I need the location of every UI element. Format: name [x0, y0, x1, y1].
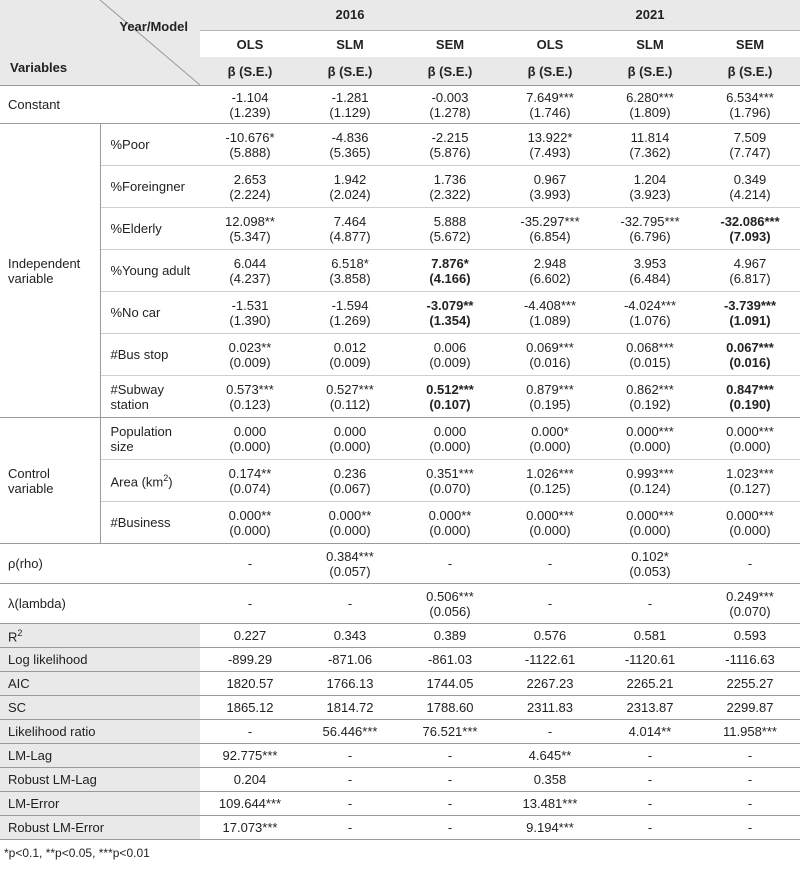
- coef-cell: 6.280*** (1.809): [600, 86, 700, 124]
- table-row: [0, 744, 800, 768]
- coef-cell: 13.922* (7.493): [527, 129, 573, 160]
- coef-cell: 0.506*** (0.056): [400, 584, 500, 624]
- coef-cell: -1.281 (1.129): [300, 86, 400, 124]
- coef-header: β (S.E.): [600, 57, 700, 85]
- row-label: Log likelihood: [0, 648, 200, 672]
- stat-cell: 109.644***: [200, 792, 300, 816]
- table-row: [0, 816, 800, 840]
- stat-cell: -871.06: [300, 648, 400, 672]
- coef-cell: 12.098** (5.347): [200, 208, 300, 250]
- table-row: [0, 792, 800, 816]
- coef-cell: 0.000*** (0.000): [700, 502, 800, 544]
- table-row: [0, 672, 800, 696]
- year-model-label: Year/Model: [119, 19, 188, 34]
- coef-cell: 11.814 (7.362): [629, 129, 671, 160]
- row-label: %Elderly: [100, 208, 200, 250]
- model-header: SEM: [700, 30, 800, 57]
- table-row: [0, 208, 800, 250]
- coef-cell: -32.795*** (6.796): [600, 208, 700, 250]
- coef-cell: 0.000* (0.000): [529, 423, 571, 454]
- coef-cell-bold: 0.512*** (0.107): [400, 376, 500, 418]
- coef-cell: -: [400, 544, 500, 584]
- stat-cell: 0.358: [500, 768, 600, 792]
- stat-cell: 2265.21: [600, 672, 700, 696]
- stat-cell: -861.03: [400, 648, 500, 672]
- coef-cell: 0.000 (0.000): [429, 423, 471, 454]
- header-corner-cell: [0, 0, 200, 86]
- coef-cell: 0.069*** (0.016): [500, 334, 600, 376]
- coef-cell: 4.967 (6.817): [700, 250, 800, 292]
- coef-cell: -1.594 (1.269): [300, 292, 400, 334]
- coef-cell-bold: -3.079** (1.354): [400, 292, 500, 334]
- stat-cell: 0.581: [600, 624, 700, 648]
- coef-cell: 0.573*** (0.123): [200, 376, 300, 418]
- variables-label: Variables: [10, 60, 68, 75]
- coef-cell: 0.384*** (0.057): [300, 544, 400, 584]
- coef-cell: 5.888 (5.672): [400, 208, 500, 250]
- coef-cell: -4.408*** (1.089): [500, 292, 600, 334]
- table-row: [0, 166, 800, 208]
- stat-cell: -: [300, 768, 400, 792]
- stat-cell: -: [600, 768, 700, 792]
- stat-cell: 1820.57: [200, 672, 300, 696]
- row-label: Population size: [100, 418, 200, 460]
- row-label: LM-Lag: [0, 744, 200, 768]
- model-header: SEM: [400, 30, 500, 57]
- coef-cell: 0.000 (0.000): [229, 423, 271, 454]
- coef-cell: 0.174** (0.074): [200, 460, 300, 502]
- table-row: [0, 544, 800, 584]
- coef-cell: 0.006 (0.009): [400, 334, 500, 376]
- row-label: #Bus stop: [100, 334, 200, 376]
- coef-cell: 1.736 (2.322): [400, 166, 500, 208]
- coef-cell: 0.879*** (0.195): [500, 376, 600, 418]
- stat-cell: 1865.12: [200, 696, 300, 720]
- coef-cell: 0.012 (0.009): [300, 334, 400, 376]
- stat-cell: -: [400, 816, 500, 840]
- stat-cell: 0.227: [200, 624, 300, 648]
- coef-cell-bold: 7.876* (4.166): [400, 250, 500, 292]
- table-row: [0, 418, 800, 460]
- coef-cell: -2.215 (5.876): [429, 129, 471, 160]
- stat-cell: 0.576: [500, 624, 600, 648]
- coef-cell: 0.967 (3.993): [500, 166, 600, 208]
- coef-cell: 0.102* (0.053): [600, 544, 700, 584]
- coef-cell: -4.024*** (1.076): [600, 292, 700, 334]
- stat-cell: 4.014**: [600, 720, 700, 744]
- row-label: %No car: [100, 292, 200, 334]
- row-label: Robust LM-Lag: [0, 768, 200, 792]
- coef-cell: 6.044 (4.237): [200, 250, 300, 292]
- coef-cell: 0.527*** (0.112): [300, 376, 400, 418]
- table-row: [0, 250, 800, 292]
- stat-cell: 17.073***: [200, 816, 300, 840]
- year-2016-header: 2016: [200, 0, 500, 30]
- stat-cell: -: [400, 744, 500, 768]
- coef-cell: 0.023** (0.009): [200, 334, 300, 376]
- table-row: [0, 292, 800, 334]
- row-label: Likelihood ratio: [0, 720, 200, 744]
- row-label: %Foreingner: [100, 166, 200, 208]
- stat-cell: 92.775***: [200, 744, 300, 768]
- stat-cell: -1122.61: [500, 648, 600, 672]
- table-row: [0, 124, 800, 166]
- coef-cell: 0.236 (0.067): [300, 460, 400, 502]
- coef-cell: -: [500, 544, 600, 584]
- coef-cell-bold: 0.067*** (0.016): [700, 334, 800, 376]
- table-row: [0, 720, 800, 744]
- stat-cell: 13.481***: [500, 792, 600, 816]
- stat-cell: 9.194***: [500, 816, 600, 840]
- model-header: SLM: [600, 30, 700, 57]
- table-row: [0, 502, 800, 544]
- coef-cell: -0.003 (1.278): [400, 86, 500, 124]
- row-label: Area $(km^2)$: [100, 460, 200, 502]
- coef-cell: -: [200, 584, 300, 624]
- stat-cell: 0.593: [700, 624, 800, 648]
- coef-cell: 1.942 (2.024): [300, 166, 400, 208]
- stat-cell: -: [700, 744, 800, 768]
- coef-cell: 1.026*** (0.125): [500, 460, 600, 502]
- significance-footnote: *p<0.1, **p<0.05, ***p<0.01: [4, 846, 150, 860]
- coef-cell: 0.000** (0.000): [400, 502, 500, 544]
- stat-cell: 56.446***: [300, 720, 400, 744]
- stat-cell: 2255.27: [700, 672, 800, 696]
- row-label: LM-Error: [0, 792, 200, 816]
- table-row: [0, 334, 800, 376]
- row-label: %Young adult: [100, 250, 200, 292]
- coef-cell: 0.000*** (0.000): [500, 502, 600, 544]
- coef-cell: 0.862*** (0.192): [600, 376, 700, 418]
- stat-cell: -: [500, 720, 600, 744]
- coef-cell: 2.653 (2.224): [200, 166, 300, 208]
- stat-cell: -899.29: [200, 648, 300, 672]
- coef-cell: 0.249*** (0.070): [700, 584, 800, 624]
- stat-cell: 2311.83: [500, 696, 600, 720]
- stat-cell: -1120.61: [600, 648, 700, 672]
- coef-cell: -10.676* (5.888): [225, 129, 275, 160]
- coef-cell: -: [200, 544, 300, 584]
- stat-cell: 11.958***: [700, 720, 800, 744]
- coef-cell: 0.000*** (0.000): [626, 423, 674, 454]
- stat-cell: -: [400, 792, 500, 816]
- coef-cell: -: [300, 584, 400, 624]
- coef-cell: 1.023*** (0.127): [700, 460, 800, 502]
- coef-cell: 3.953 (6.484): [600, 250, 700, 292]
- year-2021-header: 2021: [500, 0, 800, 30]
- model-header: OLS: [200, 30, 300, 57]
- coef-cell: 0.349 (4.214): [700, 166, 800, 208]
- coef-cell: 2.948 (6.602): [500, 250, 600, 292]
- model-header: SLM: [300, 30, 400, 57]
- coef-header: β (S.E.): [200, 57, 300, 85]
- coef-cell: 6.534*** (1.796): [700, 86, 800, 124]
- stat-cell: -: [600, 792, 700, 816]
- coef-cell: 0.000** (0.000): [300, 502, 400, 544]
- group-label-control: Control variable: [0, 418, 100, 544]
- coef-cell: 7.509 (7.747): [729, 129, 771, 160]
- table-row: [0, 584, 800, 624]
- stat-cell: 4.645**: [500, 744, 600, 768]
- stat-cell: 0.389: [400, 624, 500, 648]
- stat-cell: -: [600, 744, 700, 768]
- stat-cell: 1814.72: [300, 696, 400, 720]
- row-label: λ(lambda): [0, 584, 200, 624]
- coef-cell: 0.000*** (0.000): [726, 423, 774, 454]
- row-label: $R^2$: [0, 624, 200, 648]
- table-row: [0, 648, 800, 672]
- stat-cell: -: [700, 768, 800, 792]
- stat-cell: 2299.87: [700, 696, 800, 720]
- stat-cell: -: [200, 720, 300, 744]
- table-row: [0, 696, 800, 720]
- coef-cell: -35.297*** (6.854): [500, 208, 600, 250]
- coef-cell: -1.104 (1.239): [200, 86, 300, 124]
- coef-cell-bold: 0.847*** (0.190): [700, 376, 800, 418]
- stat-cell: 0.343: [300, 624, 400, 648]
- row-label: Constant: [0, 86, 200, 124]
- coef-cell: 6.518* (3.858): [300, 250, 400, 292]
- stat-cell: -: [600, 816, 700, 840]
- coef-cell: 0.351*** (0.070): [400, 460, 500, 502]
- coef-header: β (S.E.): [500, 57, 600, 85]
- coef-header: β (S.E.): [300, 57, 400, 85]
- stat-cell: -: [300, 744, 400, 768]
- coef-cell: -4.836 (5.365): [329, 129, 371, 160]
- row-label: SC: [0, 696, 200, 720]
- model-header: OLS: [500, 30, 600, 57]
- stat-cell: -: [400, 768, 500, 792]
- row-label: Robust LM-Error: [0, 816, 200, 840]
- coef-cell-bold: -3.739*** (1.091): [700, 292, 800, 334]
- group-label-independent: Independent variable: [0, 124, 100, 418]
- coef-cell: 7.649*** (1.746): [500, 86, 600, 124]
- stat-cell: -: [300, 816, 400, 840]
- coef-header: β (S.E.): [400, 57, 500, 85]
- row-label: #Subway station: [100, 376, 200, 418]
- row-label: %Poor: [100, 124, 200, 166]
- coef-cell: 0.000 (0.000): [329, 423, 371, 454]
- stat-cell: 2267.23: [500, 672, 600, 696]
- stat-cell: -: [700, 792, 800, 816]
- coef-cell: -: [700, 544, 800, 584]
- stat-cell: 76.521***: [400, 720, 500, 744]
- stat-cell: 1788.60: [400, 696, 500, 720]
- coef-cell: 0.000*** (0.000): [600, 502, 700, 544]
- coef-header: β (S.E.): [700, 57, 800, 85]
- row-label: #Business: [100, 502, 200, 544]
- stat-cell: -: [300, 792, 400, 816]
- coef-cell: -1.531 (1.390): [200, 292, 300, 334]
- coef-cell: -: [500, 584, 600, 624]
- coef-cell-bold: -32.086*** (7.093): [700, 208, 800, 250]
- coef-cell: 0.993*** (0.124): [600, 460, 700, 502]
- stat-cell: -1116.63: [700, 648, 800, 672]
- row-label: AIC: [0, 672, 200, 696]
- table-row: [0, 768, 800, 792]
- stat-cell: 1766.13: [300, 672, 400, 696]
- coef-cell: 1.204 (3.923): [600, 166, 700, 208]
- row-label: ρ(rho): [0, 544, 200, 584]
- table-row: [0, 624, 800, 648]
- stat-cell: 0.204: [200, 768, 300, 792]
- stat-cell: 1744.05: [400, 672, 500, 696]
- stat-cell: 2313.87: [600, 696, 700, 720]
- table-row: [0, 86, 800, 124]
- coef-cell: 0.000** (0.000): [200, 502, 300, 544]
- stat-cell: -: [700, 816, 800, 840]
- coef-cell: 7.464 (4.877): [300, 208, 400, 250]
- coef-cell: 0.068*** (0.015): [600, 334, 700, 376]
- coef-cell: -: [600, 584, 700, 624]
- table-row: [0, 460, 800, 502]
- table-row: [0, 376, 800, 418]
